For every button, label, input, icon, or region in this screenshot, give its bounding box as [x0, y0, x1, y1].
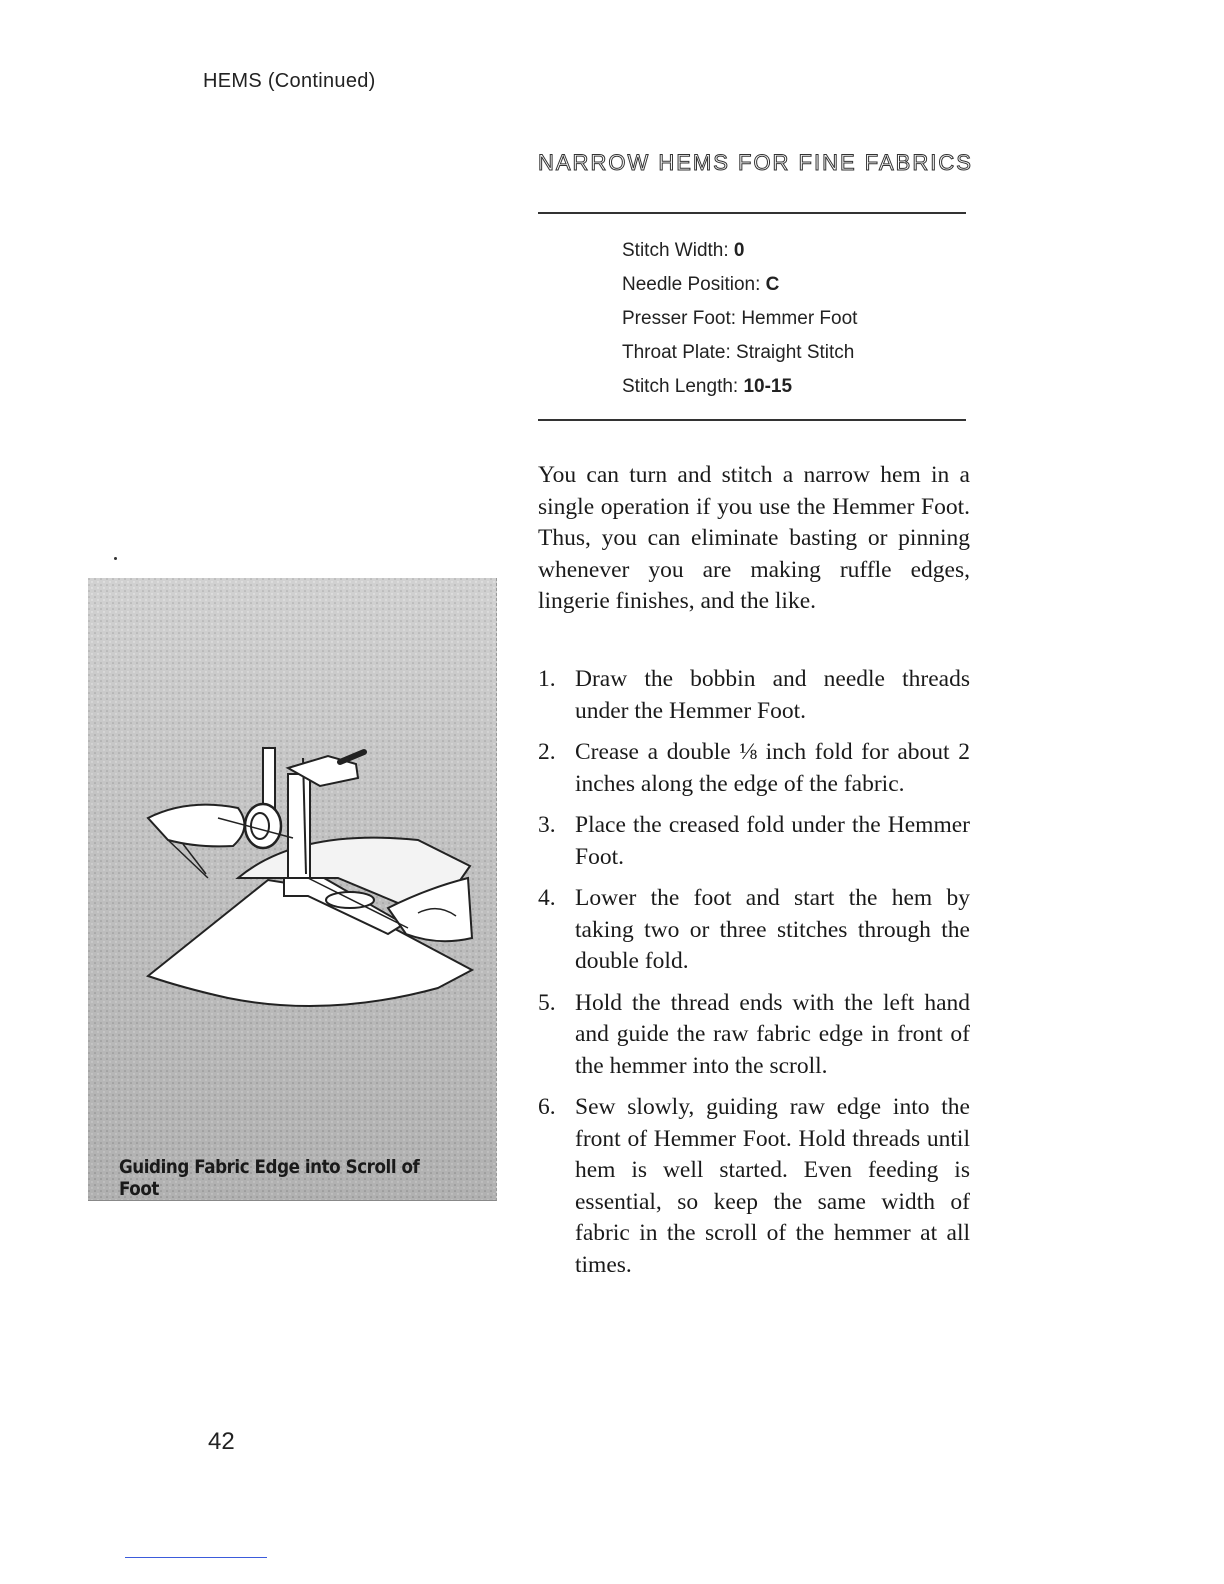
- scan-edge-line: [125, 1557, 267, 1558]
- settings-bottom-rule: [538, 419, 966, 421]
- setting-needle-position: Needle Position: C: [622, 274, 780, 295]
- steps-list: [538, 664, 970, 1291]
- setting-stitch-length: Stitch Length: 10-15: [622, 376, 793, 397]
- figure-caption: Guiding Fabric Edge into Scroll of Foot: [119, 1156, 420, 1200]
- stray-mark: [114, 557, 117, 560]
- step-item: 3. Place the creased fold under the Hemmer Foot.: [538, 812, 970, 870]
- section-title: NARROW HEMS FOR FINE FABRICS: [538, 150, 973, 175]
- settings-top-rule: [538, 212, 966, 214]
- page-number: 42: [208, 1428, 235, 1455]
- sewing-illustration: [88, 578, 496, 1200]
- step-item: 5. Hold the thread ends with the left hand and guide the raw fabric edge in front of the hemmer into the scroll.: [538, 989, 970, 1079]
- running-head: HEMS (Continued): [203, 70, 376, 92]
- step-item: 1. Draw the bobbin and needle threads under the Hemmer Foot.: [538, 666, 970, 724]
- intro-paragraph: You can turn and stitch a narrow hem in a single operation if you use the Hemmer Foot. Thus, you can eliminate basting or pinning whenever you are making ruffle edges, lingerie finishes, and the like.: [538, 462, 970, 614]
- machine-settings-list: [622, 238, 857, 408]
- hemmer-foot-illustration: [88, 578, 497, 1201]
- step-item: 6. Sew slowly, guiding raw edge into the front of Hemmer Foot. Hold threads until hem is well started. Even feeding is essential, so keep the same width of fabric in the scroll of the hemmer at all times.: [538, 1094, 970, 1278]
- setting-presser-foot: Presser Foot: Hemmer Foot: [622, 308, 858, 329]
- setting-throat-plate: Throat Plate: Straight Stitch: [622, 342, 855, 363]
- step-item: 4. Lower the foot and start the hem by taking two or three stitches through the double fold.: [538, 885, 970, 974]
- step-item: 2. Crease a double ⅛ inch fold for about 2 inches along the edge of the fabric.: [538, 739, 970, 797]
- setting-stitch-width: Stitch Width: 0: [622, 240, 745, 261]
